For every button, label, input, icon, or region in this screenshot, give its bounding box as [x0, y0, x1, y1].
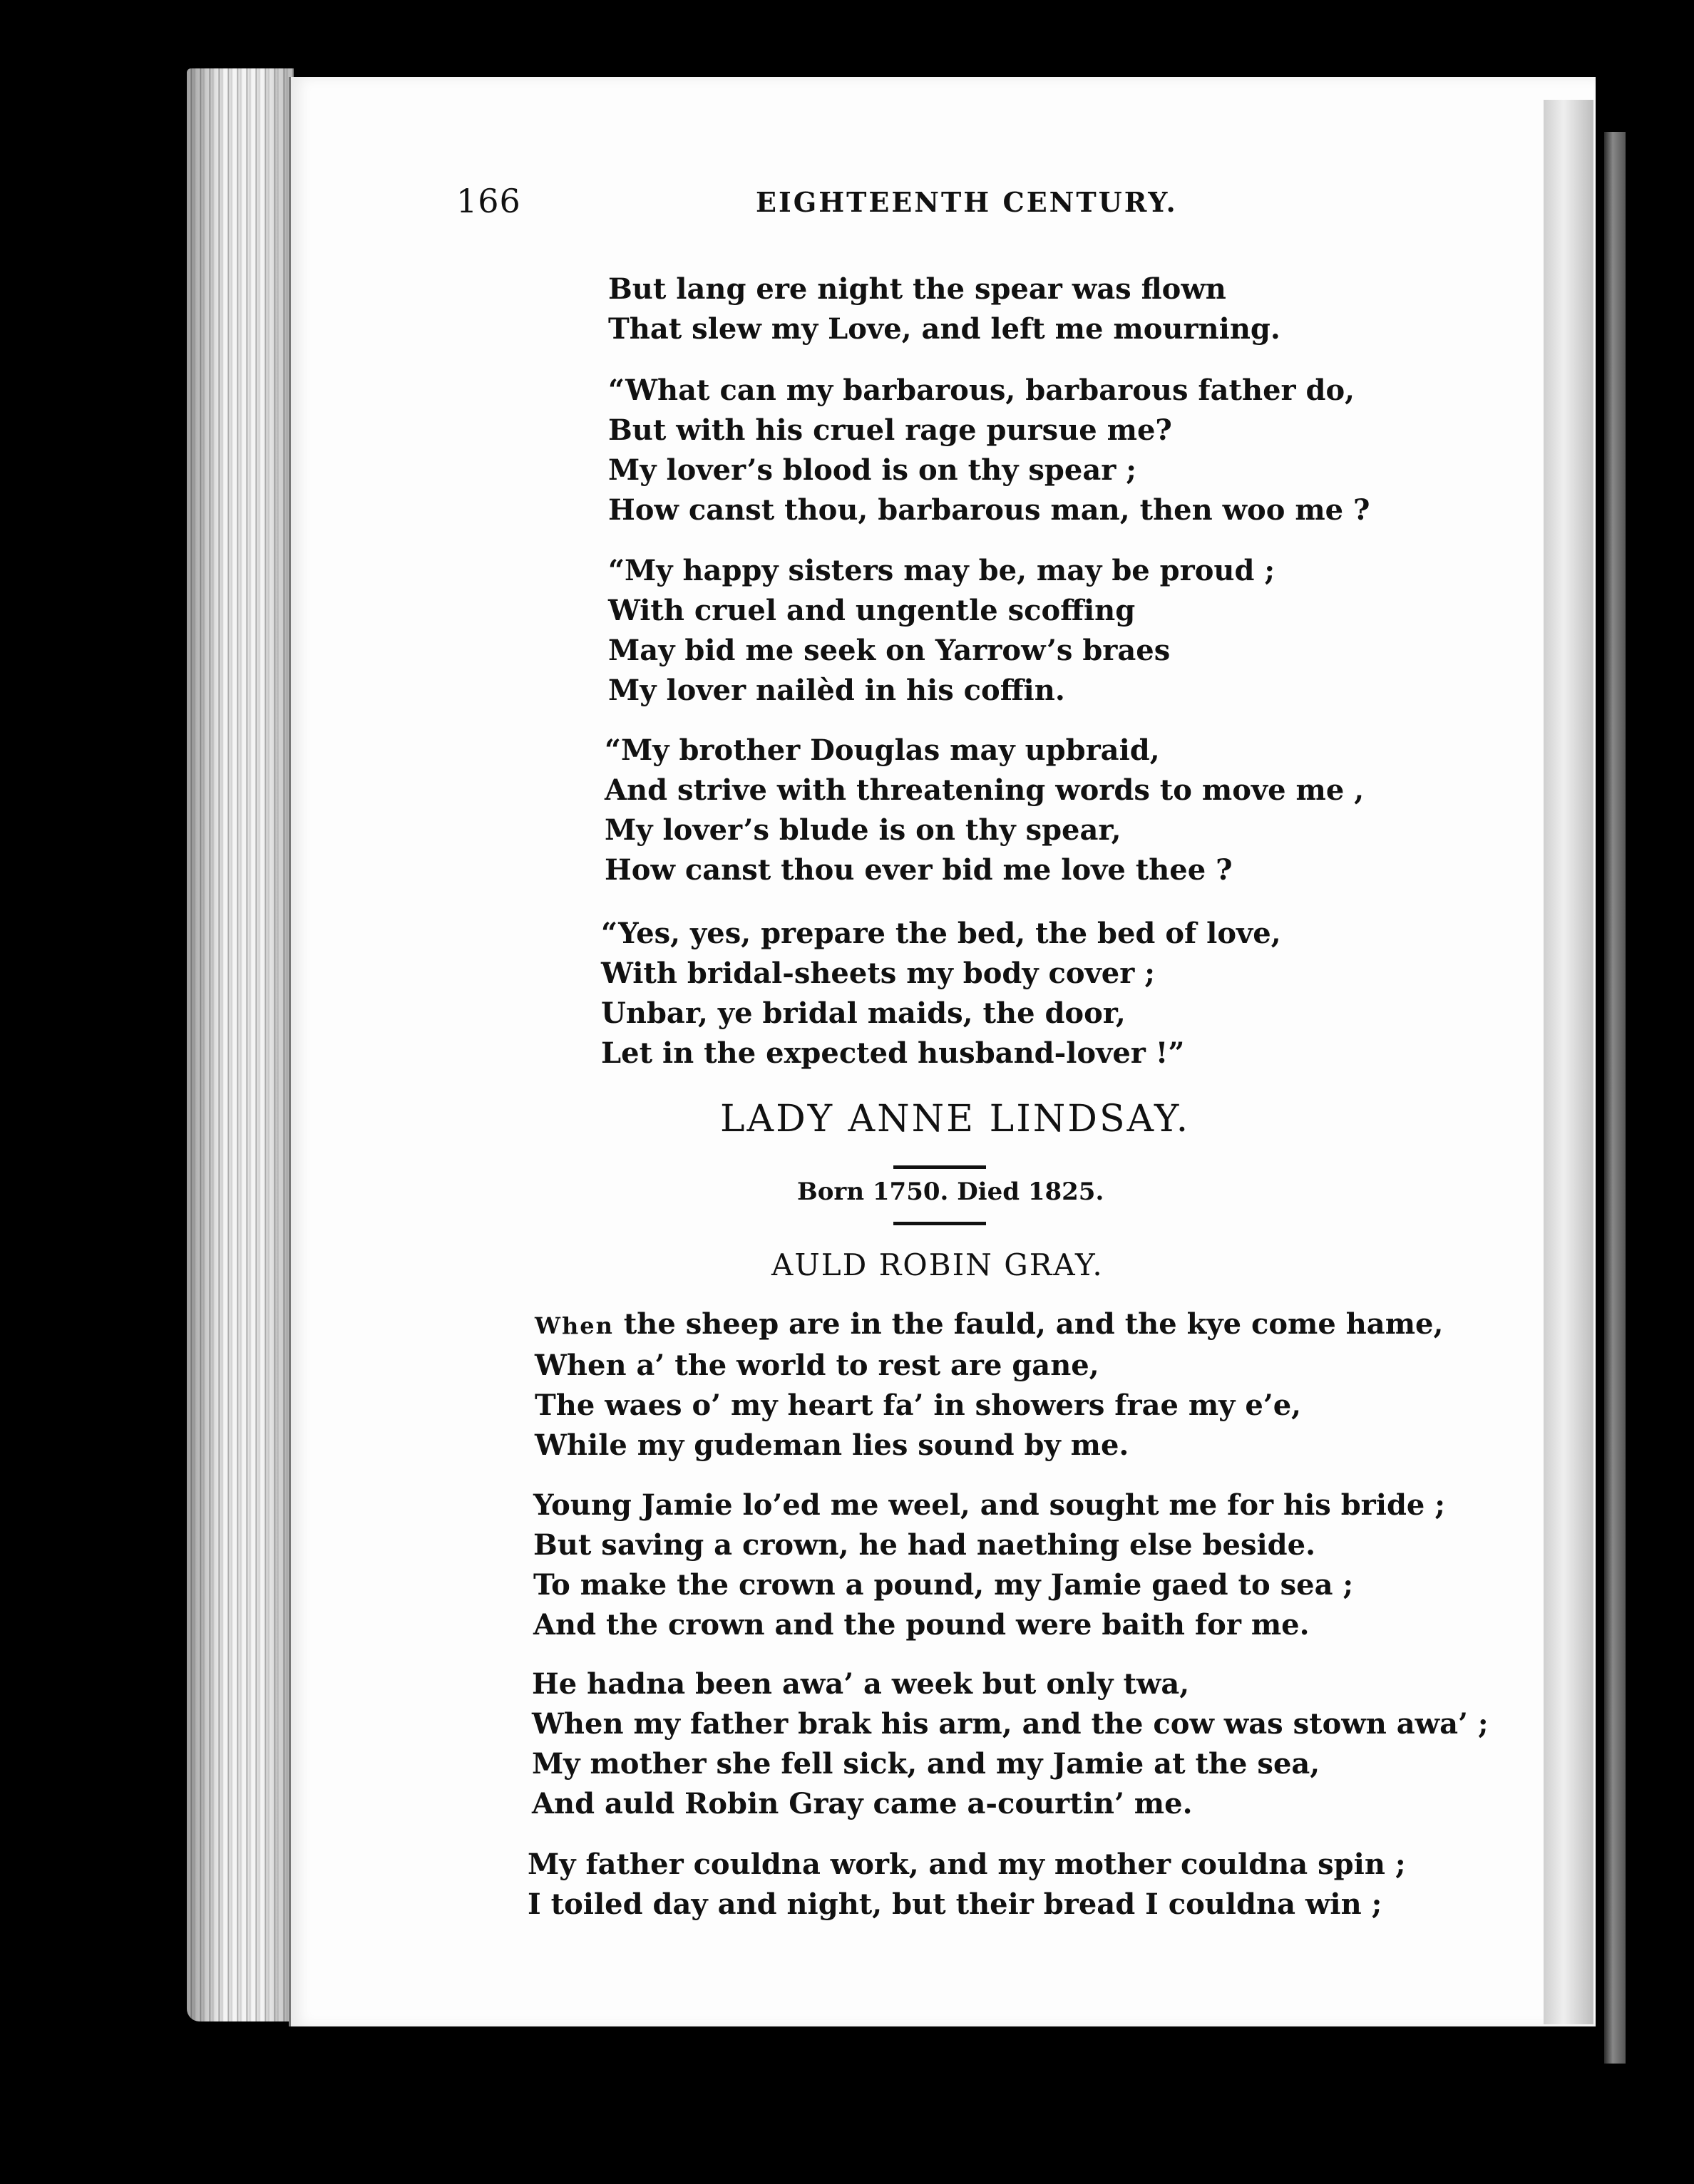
- verse-line: How canst thou, barbarous man, then woo me ?: [608, 493, 1370, 527]
- verse-line: How canst thou ever bid me love thee ?: [605, 853, 1233, 887]
- divider-rule: [893, 1222, 986, 1225]
- running-header: [456, 182, 1205, 220]
- verse-line: And the crown and the pound were baith for me.: [533, 1608, 1310, 1642]
- page-gutter: [1544, 100, 1593, 2024]
- verse-line: But lang ere night the spear was flown: [608, 272, 1226, 306]
- verse-line: With bridal-sheets my body cover ;: [601, 957, 1156, 990]
- running-head: EIGHTEENTH CENTURY.: [756, 186, 1178, 218]
- page-edge-shading: [187, 68, 294, 2021]
- author-dates: Born 1750. Died 1825.: [797, 1178, 1104, 1206]
- verse-line: But with his cruel rage pursue me?: [608, 413, 1172, 447]
- verse-line: “My happy sisters may be, may be proud ;: [608, 554, 1275, 587]
- stanza: [608, 371, 1370, 530]
- stanza: [535, 1304, 1443, 1466]
- verse-line: When a’ the world to rest are gane,: [535, 1349, 1099, 1382]
- verse-line: “Yes, yes, prepare the bed, the bed of love,: [601, 917, 1281, 950]
- stanza: [533, 1485, 1445, 1645]
- verse-line: My lover nailèd in his coffin.: [608, 674, 1065, 707]
- stanza: [605, 731, 1364, 890]
- verse-line: To make the crown a pound, my Jamie gaed to sea ;: [533, 1568, 1354, 1602]
- divider-rule: [893, 1165, 986, 1169]
- verse-line: With cruel and ungentle scoffing: [608, 594, 1136, 627]
- stanza: [601, 914, 1281, 1073]
- verse-line: Let in the expected husband-lover !”: [601, 1036, 1185, 1070]
- verse-line: Unbar, ye bridal maids, the door,: [601, 996, 1126, 1030]
- verse-line: I toiled day and night, but their bread I couldna win ;: [528, 1887, 1382, 1921]
- verse-line: And auld Robin Gray came a-courtin’ me.: [532, 1787, 1193, 1820]
- verse-line: He hadna been awa’ a week but only twa,: [532, 1667, 1190, 1701]
- verse-line: “What can my barbarous, barbarous father do,: [608, 374, 1355, 407]
- verse-line: The waes o’ my heart fa’ in showers frae my e’e,: [535, 1389, 1302, 1422]
- verse-line: And strive with threatening words to move me ,: [605, 773, 1365, 807]
- verse-line: My lover’s blood is on thy spear ;: [608, 453, 1137, 487]
- verse-line: [535, 1304, 1443, 1346]
- stanza: [528, 1845, 1406, 1925]
- facing-page-edge: [1604, 132, 1626, 2064]
- page-number: 166: [456, 182, 521, 220]
- author-heading: LADY ANNE LINDSAY.: [720, 1098, 1191, 1140]
- stanza: [608, 269, 1280, 349]
- verse-line: That slew my Love, and left me mourning.: [608, 312, 1280, 346]
- verse-line: While my gudeman lies sound by me.: [535, 1428, 1129, 1462]
- verse-line: But saving a crown, he had naething else beside.: [533, 1528, 1316, 1562]
- verse-line: When my father brak his arm, and the cow was stown awa’ ;: [532, 1707, 1489, 1741]
- first-word: When: [535, 1312, 614, 1339]
- verse-line: May bid me seek on Yarrow’s braes: [608, 634, 1171, 667]
- poem-title: AULD ROBIN GRAY.: [771, 1247, 1104, 1282]
- verse-line: My father couldna work, and my mother couldna spin ;: [528, 1848, 1406, 1881]
- verse-line: Young Jamie lo’ed me weel, and sought me for his bride ;: [533, 1488, 1446, 1522]
- stanza: [608, 551, 1275, 711]
- verse-line: “My brother Douglas may upbraid,: [605, 733, 1160, 767]
- verse-line: My lover’s blude is on thy spear,: [605, 813, 1121, 847]
- verse-line-rest: the sheep are in the fauld, and the kye come hame,: [613, 1307, 1444, 1341]
- verse-line: My mother she fell sick, and my Jamie at the sea,: [532, 1747, 1320, 1781]
- stanza: [532, 1664, 1489, 1824]
